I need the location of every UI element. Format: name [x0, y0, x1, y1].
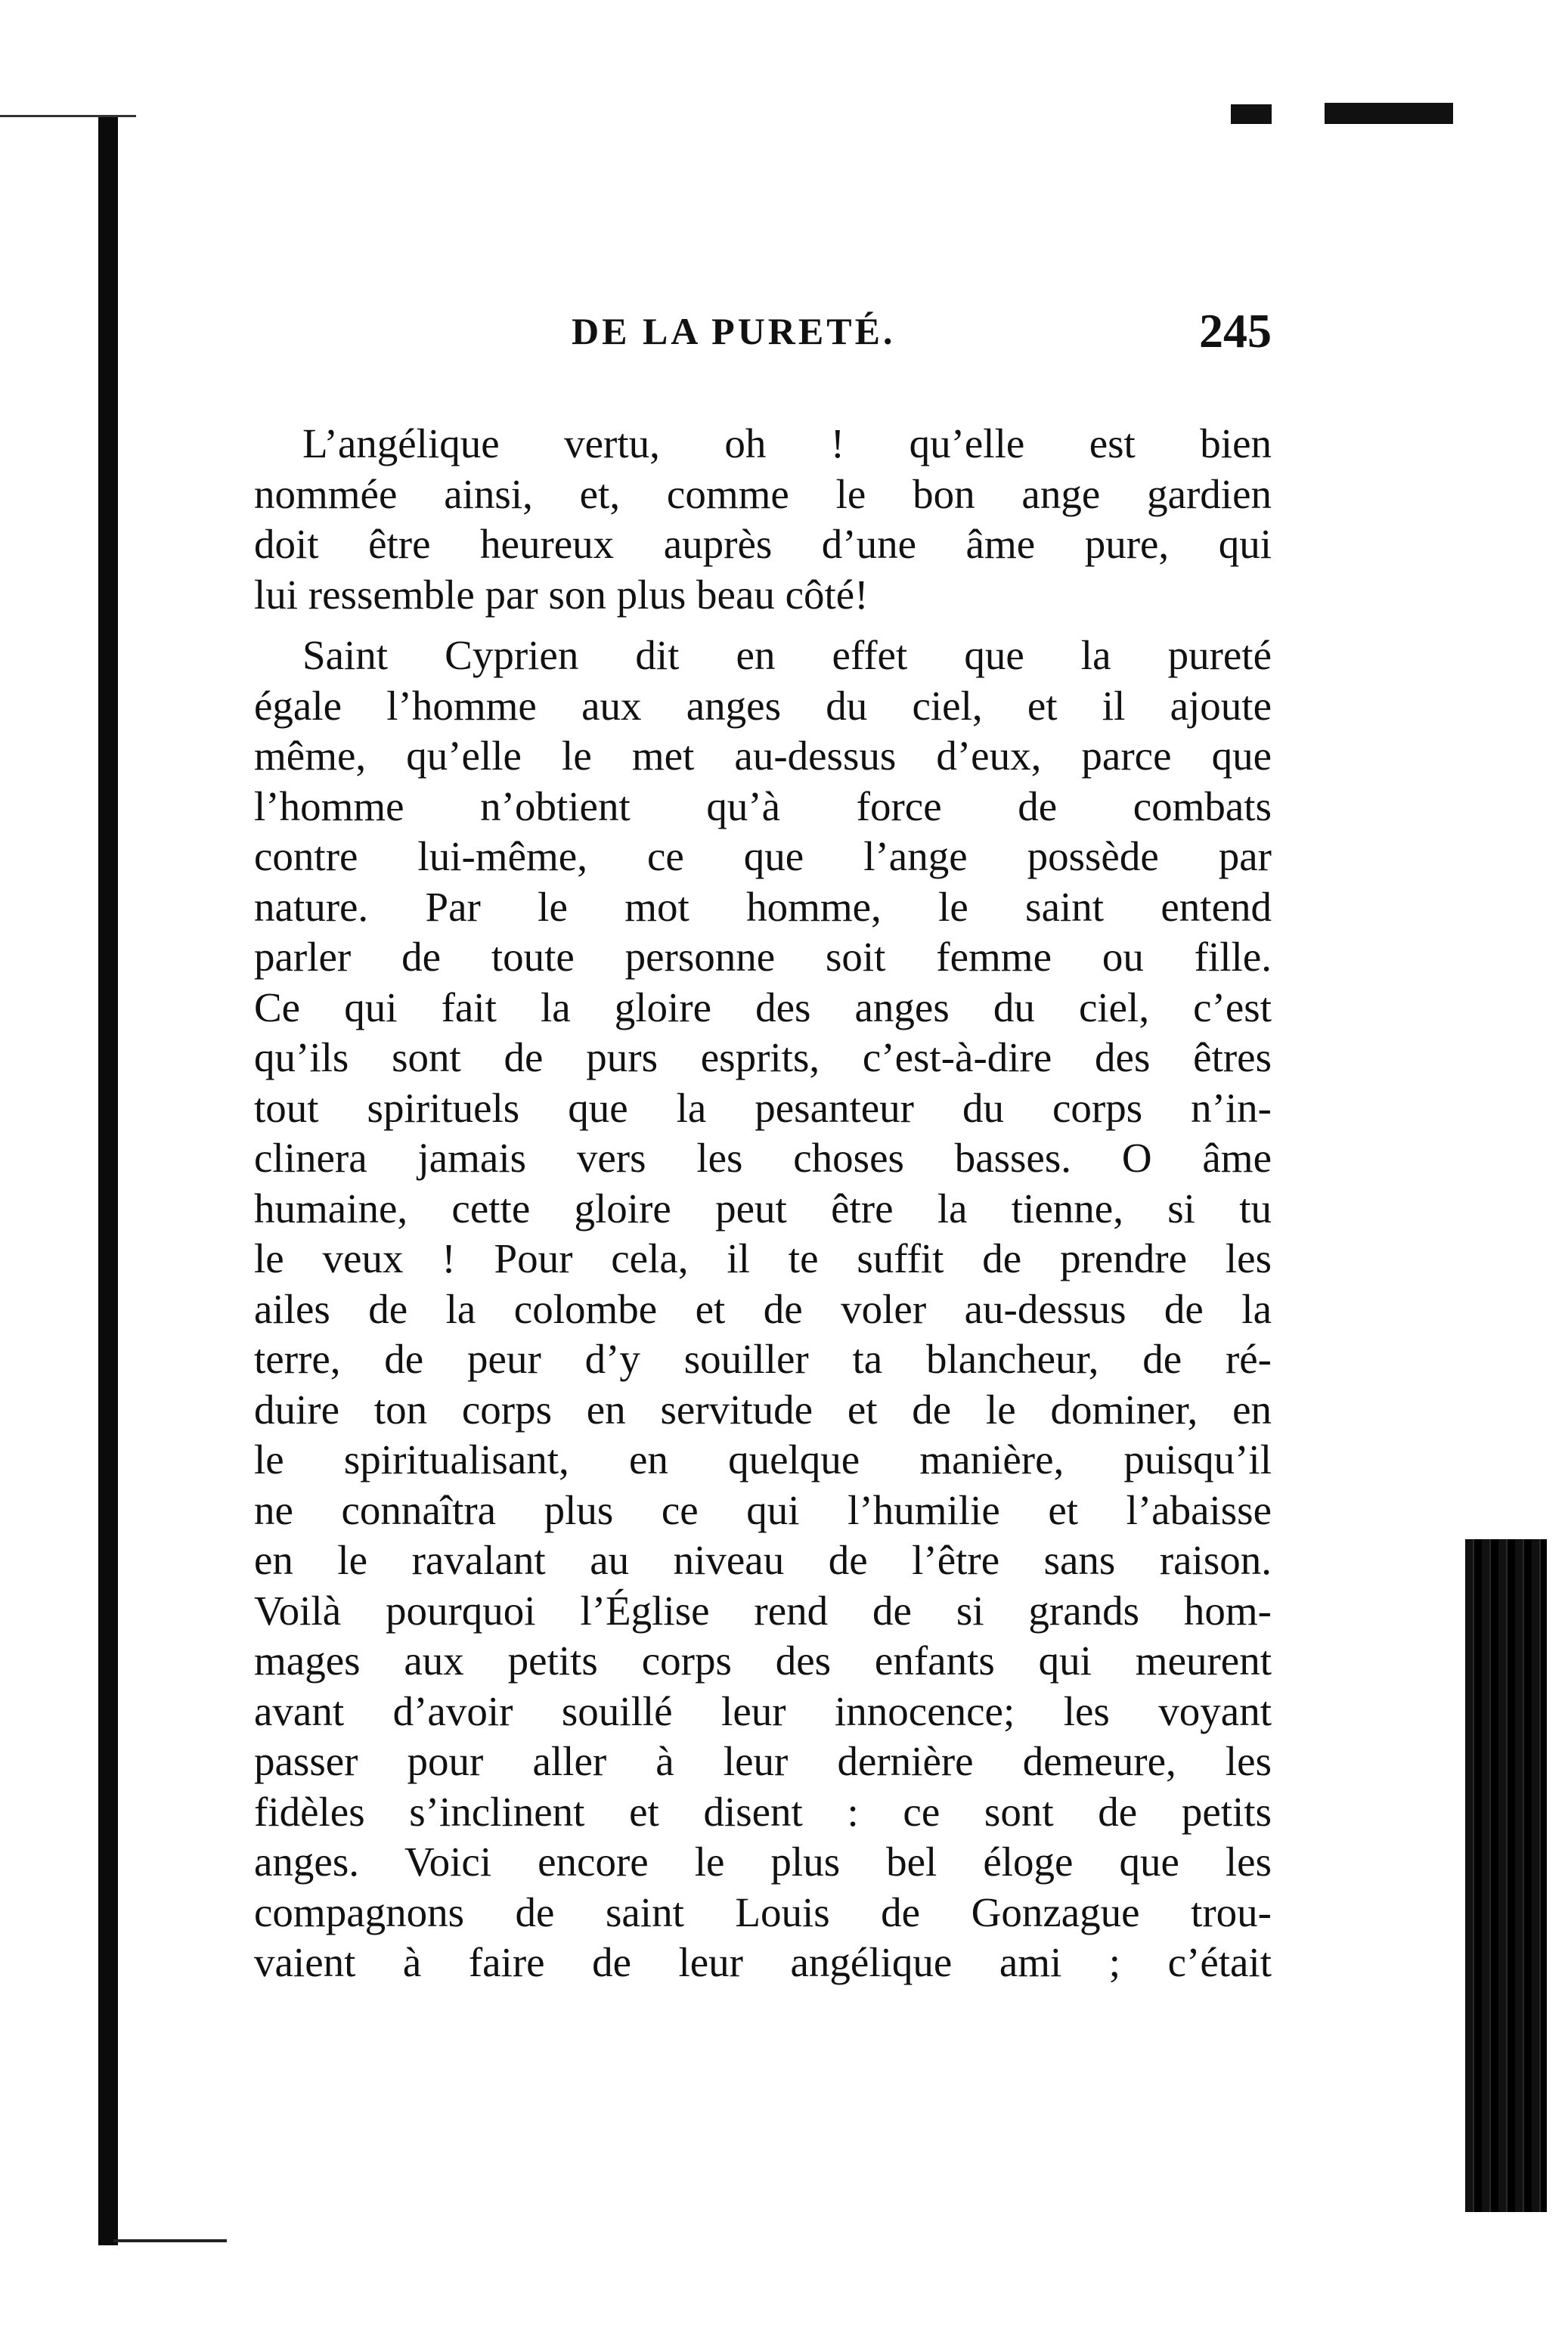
- text-line: même, qu’elle le met au-dessus d’eux, parce que: [254, 733, 1272, 779]
- text-line: Voilà pourquoi l’Église rend de si grands hom-: [254, 1587, 1272, 1634]
- text-line: vaient à faire de leur angélique ami ; c’était: [254, 1939, 1272, 1985]
- paragraph: [254, 419, 1272, 620]
- text-line: anges. Voici encore le plus bel éloge que les: [254, 1839, 1272, 1885]
- scan-artifact-top-large: [1325, 103, 1453, 124]
- text-line: contre lui-même, ce que l’ange possède par: [254, 833, 1272, 879]
- text-line: terre, de peur d’y souiller ta blancheur, de ré-: [254, 1336, 1272, 1382]
- page-number: 245: [1199, 304, 1272, 358]
- text-line: duire ton corps en servitude et de le dominer, en: [254, 1386, 1272, 1433]
- text-line: ne connaîtra plus ce qui l’humilie et l’abaisse: [254, 1486, 1272, 1533]
- text-line: nature. Par le mot homme, le saint entend: [254, 883, 1272, 930]
- text-line: en le ravalant au niveau de l’être sans raison.: [254, 1537, 1272, 1583]
- text-line: qu’ils sont de purs esprits, c’est-à-dire des êtres: [254, 1034, 1272, 1080]
- text-line: tout spirituels que la pesanteur du corps n’in-: [254, 1084, 1272, 1131]
- text-line: le spiritualisant, en quelque manière, puisqu’il: [254, 1436, 1272, 1483]
- text-line: doit être heureux auprès d’une âme pure, qui: [254, 521, 1272, 567]
- running-title: DE LA PURETÉ.: [572, 310, 896, 352]
- text-line: L’angélique vertu, oh ! qu’elle est bien: [302, 420, 1272, 466]
- text-line: humaine, cette gloire peut être la tienne, si tu: [254, 1185, 1272, 1232]
- text-line: parler de toute personne soit femme ou fille.: [254, 934, 1272, 980]
- running-head: [254, 301, 1272, 361]
- scan-binding-shadow: [98, 117, 118, 2245]
- text-line: Saint Cyprien dit en effet que la pureté: [302, 632, 1272, 678]
- book-page: [254, 0, 1272, 2333]
- text-line: l’homme n’obtient qu’à force de combats: [254, 782, 1272, 829]
- text-line: fidèles s’inclinent et disent : ce sont de petits: [254, 1788, 1272, 1835]
- text-line: avant d’avoir souillé leur innocence; les voyant: [254, 1687, 1272, 1734]
- scan-artifact-right-strip: [1465, 1539, 1547, 2212]
- text-line: le veux ! Pour cela, il te suffit de prendre les: [254, 1235, 1272, 1281]
- text-line: nommée ainsi, et, comme le bon ange gardien: [254, 470, 1272, 517]
- scan-edge-line-bottom: [113, 2239, 227, 2242]
- text-line: passer pour aller à leur dernière demeure, les: [254, 1738, 1272, 1784]
- text-line: égale l’homme aux anges du ciel, et il ajoute: [254, 682, 1272, 729]
- text-line: clinera jamais vers les choses basses. O âme: [254, 1135, 1272, 1181]
- paragraph: [254, 630, 1272, 1988]
- text-line: compagnons de saint Louis de Gonzague trou-: [254, 1888, 1272, 1935]
- body-text: [254, 419, 1272, 1988]
- text-line: Ce qui fait la gloire des anges du ciel, c’est: [254, 984, 1272, 1030]
- text-line: mages aux petits corps des enfants qui meurent: [254, 1637, 1272, 1684]
- text-line: ailes de la colombe et de voler au-dessus de la: [254, 1285, 1272, 1332]
- text-line: lui ressemble par son plus beau côté!: [254, 571, 869, 618]
